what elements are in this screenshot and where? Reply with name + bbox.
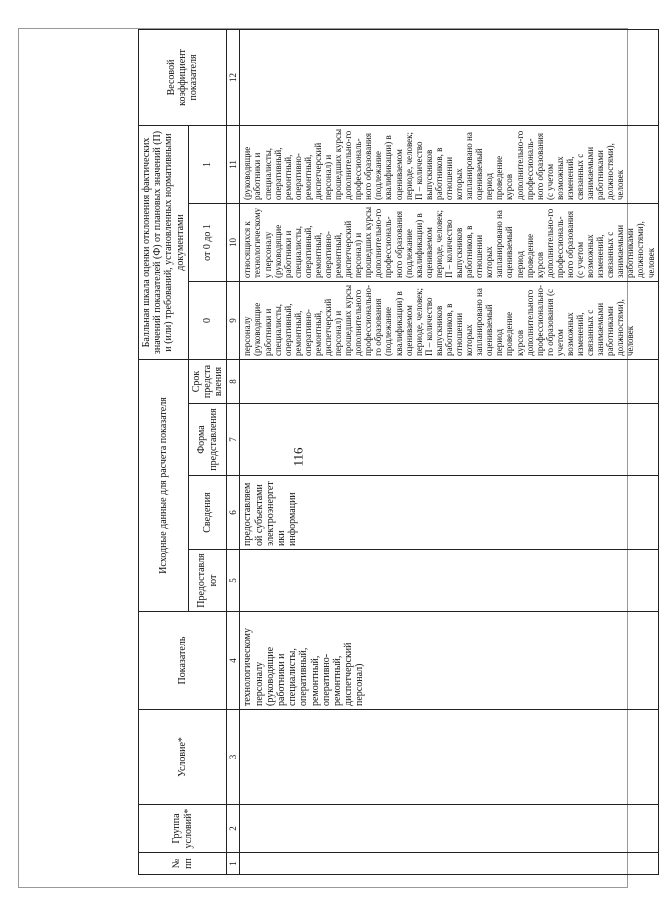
cell-deadline: [240, 360, 658, 404]
cell-weight: [240, 29, 658, 125]
header-score-0: 0: [188, 282, 227, 360]
header-source-data: Исходные данные для расчета показателя: [139, 360, 189, 612]
header-provider: Предоставляют: [188, 550, 227, 612]
col-number: 1: [227, 853, 240, 875]
header-scale: Балльная шкала оценки отклонения фактических значений показателей (Ф) от плановых значений (П) и (или) требований, установленных нормативными документами: [139, 125, 189, 359]
table-row: [240, 29, 658, 874]
col-number: 12: [227, 29, 240, 125]
page-number: 116: [290, 447, 306, 467]
cell-condition: [240, 710, 658, 805]
cell-indicator: технологическому персоналу (руководящие работники и специалисты, оперативный, ремонтный, оперативно-ремонтный, диспетчерский персонал): [240, 612, 658, 710]
col-number: 2: [227, 805, 240, 853]
col-number: 10: [227, 204, 240, 282]
cell-score-1: (руководящие работники и специалисты, оперативный, ремонтный, оперативно-ремонтный, диспетчерский персонал) и прошедших курсы дополнительно-го профессиональ-ного образования (подлежание квалификации) в оцениваемом периоде, человек; П – количество выпускников работников, в отношении которых запланировано на оцениваемый период проведение курсов дополнительно-го профессиональ-ного образования (с учетом возможных изменений, связанных с занимаемыми работниками должностями), человек: [240, 125, 658, 203]
cell-group: [240, 805, 658, 853]
col-number: 4: [227, 612, 240, 710]
cell-info: предоставляемой субъектами электроэнергетики информации: [240, 476, 658, 550]
header-score-0-1: от 0 до 1: [188, 204, 227, 282]
header-info: Сведения: [188, 476, 227, 550]
col-number: 3: [227, 710, 240, 805]
cell-score-0: персоналу (руководящие работники и специалисты, оперативный, ремонтный, оперативно-ремонтный, диспетчерский персонал) и прошедших курсы дополнительного профессионально-го образования (подлежание квалификации) в оцениваемом периоде, человек; П – количество выпускников работников, в отношении которых запланировано на оцениваемый период проведение курсов дополнительного профессионально-го образования (с учетом возможных изменений, связанных с занимаемыми работниками должностями), человек: [240, 282, 658, 360]
cell-provider: [240, 550, 658, 612]
header-deadline: Срок представления: [188, 360, 227, 404]
rotated-table-container: [138, 30, 656, 875]
header-weight: Весовой коэффициент показателя: [139, 29, 227, 125]
header-form: Форма представления: [188, 404, 227, 476]
header-no: № пп: [139, 853, 227, 875]
col-number: 9: [227, 282, 240, 360]
col-number: 5: [227, 550, 240, 612]
header-condition: Условие*: [139, 710, 227, 805]
col-number: 8: [227, 360, 240, 404]
cell-no: [240, 853, 658, 875]
indicator-table: [138, 29, 659, 875]
cell-form: [240, 404, 658, 476]
header-score-1: 1: [188, 125, 227, 203]
header-group: Группа условий*: [139, 805, 227, 853]
cell-score-0-1: относящихся к технологическому у персоналу (руководящие работники и специалисты, оперативный, ремонтный, оперативно-ремонтный, диспетчерский персонал) и прошедших курсы дополнительно-го профессиональ-ного образования (подлежание квалификации) в оцениваемом периоде, человек; П – количество выпускников работников, в отношении которых запланировано на оцениваемый период проведение курсов дополнительно-го профессиональ-ного образования (с учетом возможных изменений, связанных с занимаемыми работниками должностями), человек: [240, 204, 658, 282]
col-number: 7: [227, 404, 240, 476]
header-indicator: Показатель: [139, 612, 227, 710]
col-number: 6: [227, 476, 240, 550]
col-number: 11: [227, 125, 240, 203]
